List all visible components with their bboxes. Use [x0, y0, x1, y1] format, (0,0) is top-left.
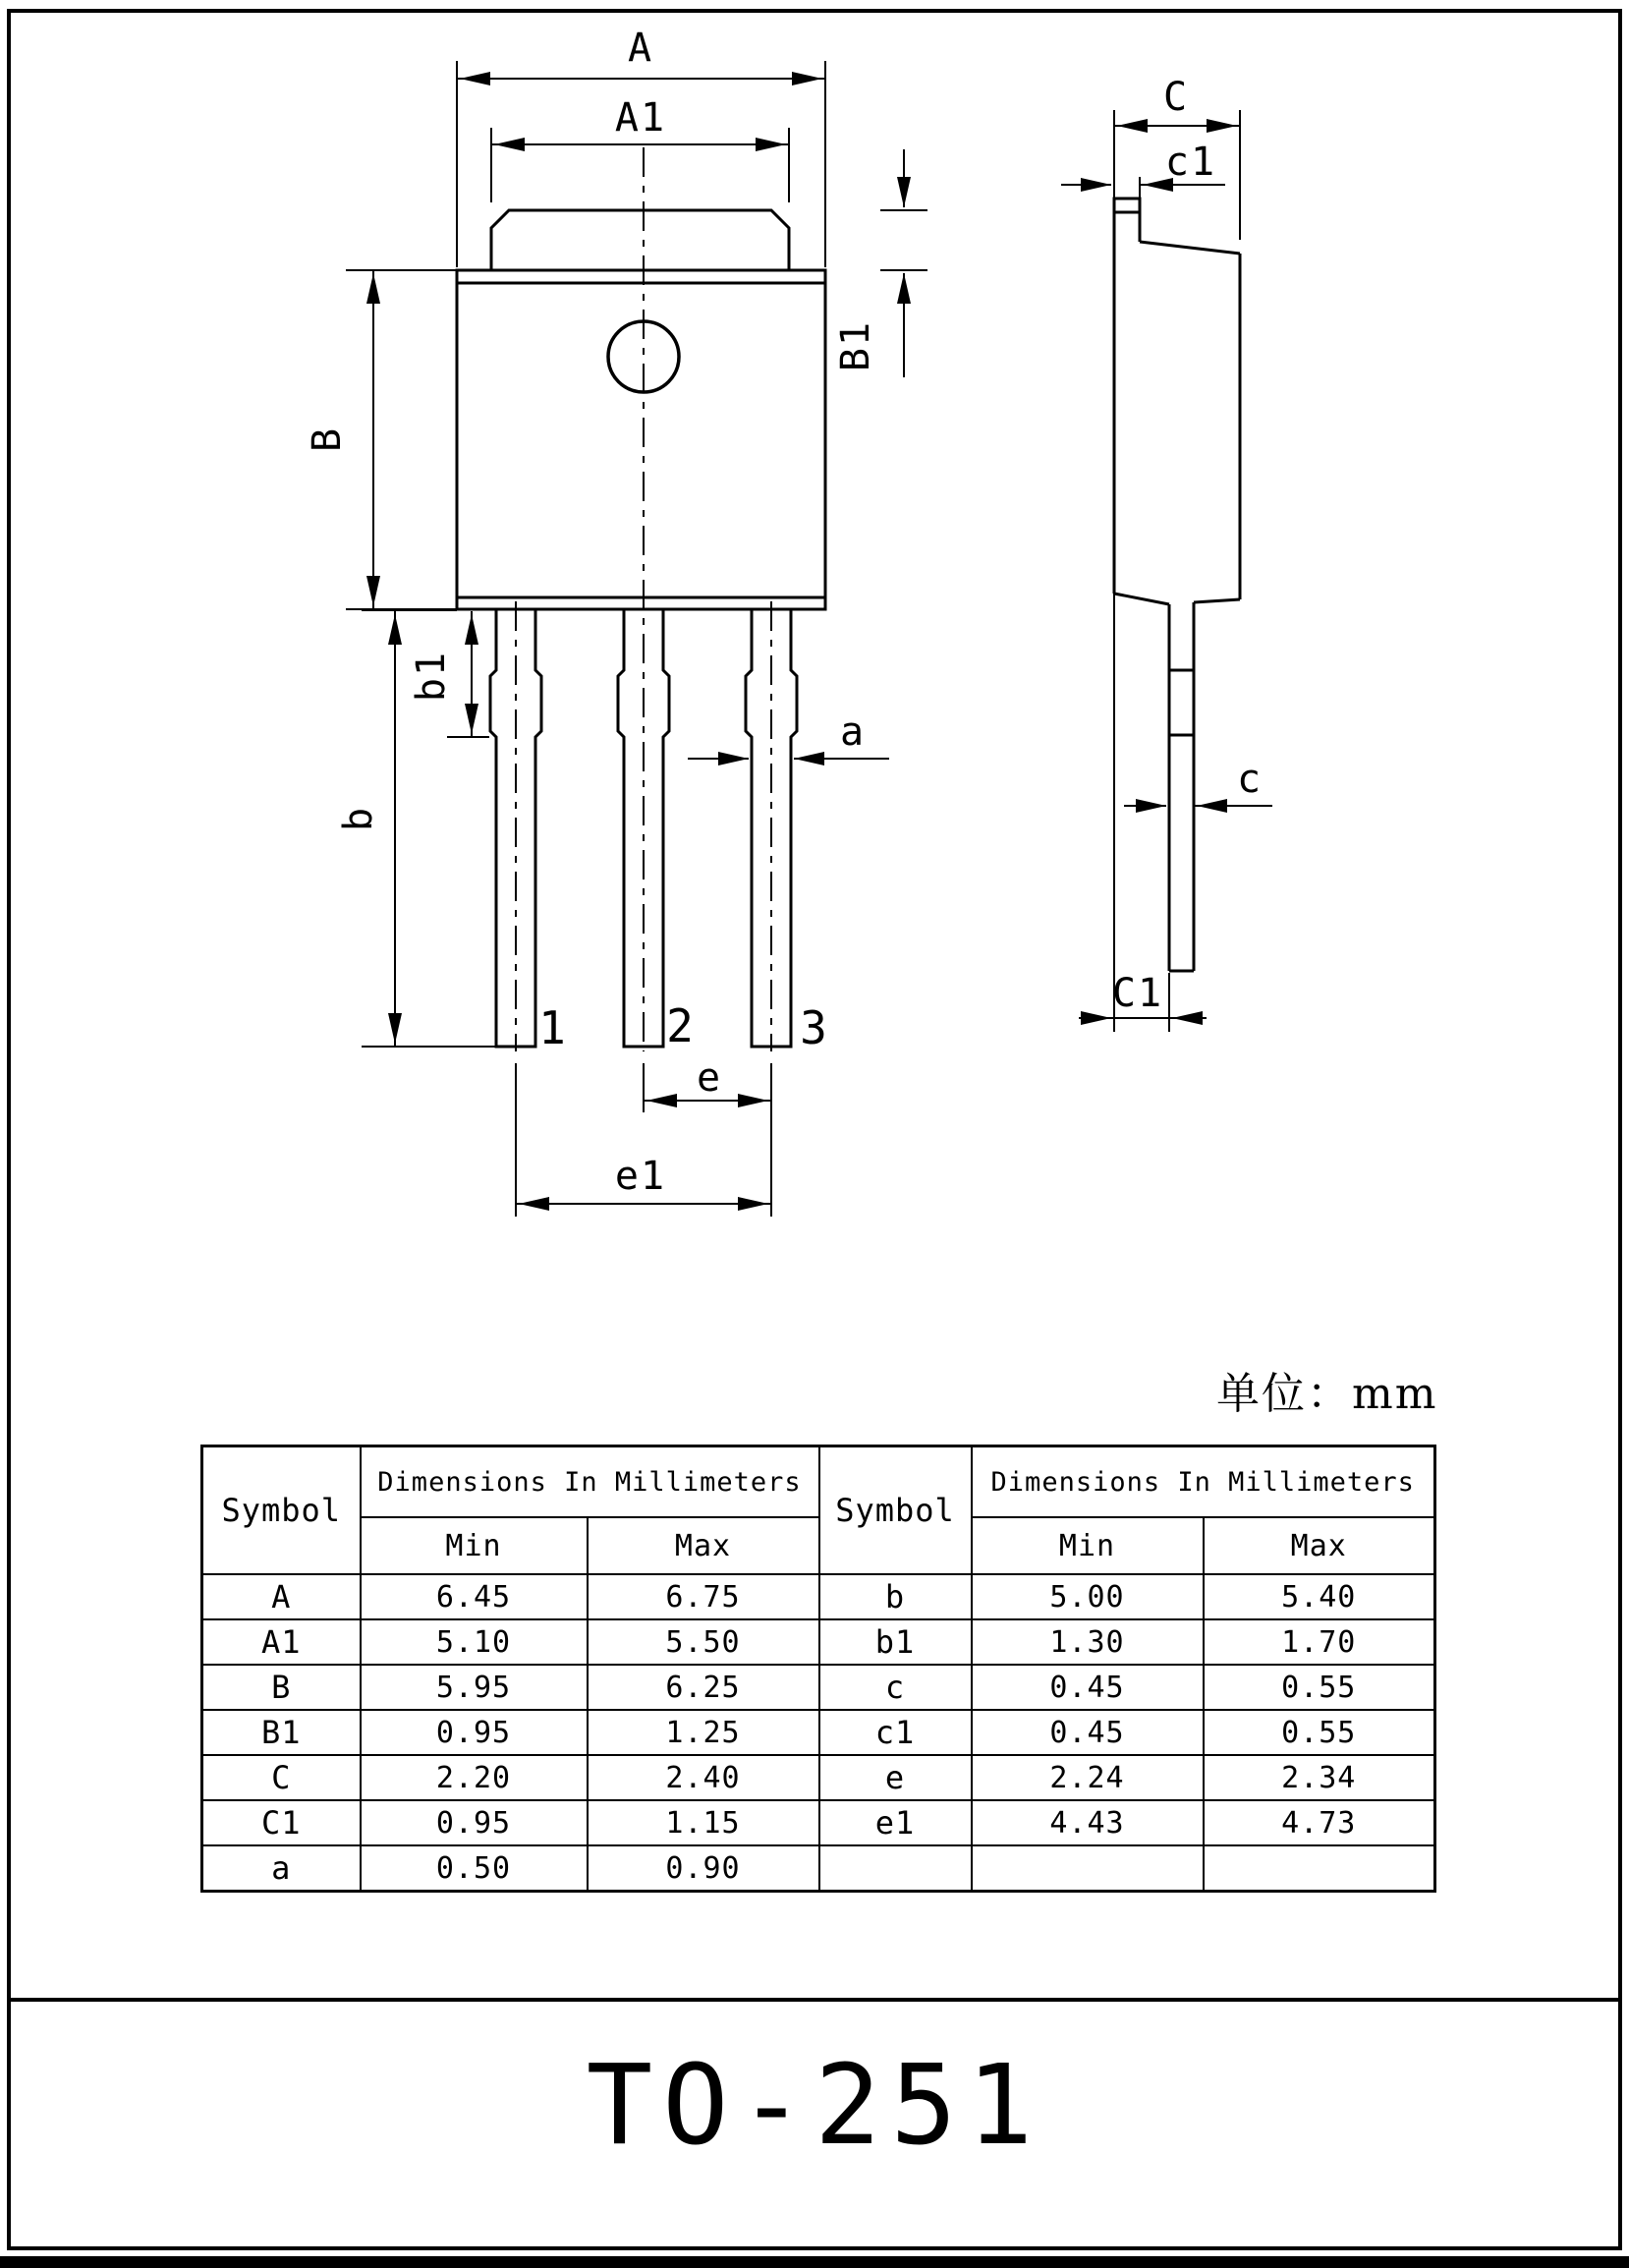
dim-label-b: b [336, 805, 381, 832]
cell-min: 2.20 [361, 1755, 588, 1800]
cell-symbol: b [819, 1574, 972, 1619]
cell-min: 6.45 [361, 1574, 588, 1619]
header-symbol-left: Symbol [202, 1446, 361, 1575]
table-row [202, 1574, 1435, 1619]
table-row [202, 1665, 1435, 1710]
cell-symbol: c1 [819, 1710, 972, 1755]
cell-min: 0.45 [972, 1710, 1204, 1755]
dim-A [457, 61, 825, 267]
cell-symbol: c [819, 1665, 972, 1710]
package-body-outline [457, 210, 825, 609]
cell-max: 5.50 [588, 1619, 819, 1665]
cell-max: 1.70 [1204, 1619, 1435, 1665]
cell-max: 6.25 [588, 1665, 819, 1710]
table-row [202, 1755, 1435, 1800]
dim-label-a: a [839, 709, 867, 755]
cell-max: 0.55 [1204, 1710, 1435, 1755]
unit-note: 单位：mm [1216, 1369, 1438, 1419]
cell-min: 0.95 [361, 1710, 588, 1755]
cell-min: 5.00 [972, 1574, 1204, 1619]
dim-label-b1: b1 [409, 650, 454, 703]
header-dims-right: Dimensions In Millimeters [972, 1446, 1435, 1518]
cell-symbol: B [202, 1665, 361, 1710]
dimensions-table [200, 1445, 1436, 1893]
page-border [0, 11, 1629, 2268]
cell-min [972, 1845, 1204, 1892]
table-header-row-2 [202, 1517, 1435, 1574]
dim-label-c1: c1 [1164, 140, 1217, 185]
cell-min: 0.50 [361, 1845, 588, 1892]
cell-max: 6.75 [588, 1574, 819, 1619]
cell-max [1204, 1845, 1435, 1892]
cell-symbol: C [202, 1755, 361, 1800]
cell-symbol: B1 [202, 1710, 361, 1755]
dim-label-e: e [696, 1055, 723, 1101]
dim-label-C1: C1 [1111, 971, 1164, 1016]
cell-max: 1.25 [588, 1710, 819, 1755]
header-max-right: Max [1204, 1517, 1435, 1574]
dim-label-c: c [1236, 757, 1264, 802]
cell-max: 4.73 [1204, 1800, 1435, 1845]
cell-min: 1.30 [972, 1619, 1204, 1665]
table-row [202, 1710, 1435, 1755]
cell-max: 0.55 [1204, 1665, 1435, 1710]
cell-min: 5.95 [361, 1665, 588, 1710]
pin2-label: 2 [666, 999, 694, 1052]
dim-label-A: A [627, 26, 654, 71]
dim-B [346, 270, 457, 609]
dim-C1 [1079, 594, 1207, 1032]
cell-min: 2.24 [972, 1755, 1204, 1800]
table-header-row-1 [202, 1446, 1435, 1518]
header-dims-left: Dimensions In Millimeters [361, 1446, 819, 1518]
dim-label-e1: e1 [614, 1154, 667, 1199]
table-row [202, 1800, 1435, 1845]
cell-max: 2.40 [588, 1755, 819, 1800]
cell-max: 2.34 [1204, 1755, 1435, 1800]
header-min-right: Min [972, 1517, 1204, 1574]
package-title: TO-251 [586, 2042, 1043, 2170]
cell-symbol: a [202, 1845, 361, 1892]
cell-min: 0.45 [972, 1665, 1204, 1710]
side-body-outline [1114, 198, 1240, 971]
table-row [202, 1845, 1435, 1892]
cell-symbol: b1 [819, 1619, 972, 1665]
table-row [202, 1619, 1435, 1665]
cell-min: 4.43 [972, 1800, 1204, 1845]
cell-min: 5.10 [361, 1619, 588, 1665]
pin3-label: 3 [800, 1001, 827, 1054]
cell-symbol: e [819, 1755, 972, 1800]
cell-symbol: e1 [819, 1800, 972, 1845]
cell-max: 0.90 [588, 1845, 819, 1892]
dim-label-C: C [1162, 75, 1190, 120]
cell-symbol: C1 [202, 1800, 361, 1845]
cell-symbol: A1 [202, 1619, 361, 1665]
front-view [305, 26, 927, 1217]
pin1-label: 1 [538, 1001, 566, 1054]
cell-max: 5.40 [1204, 1574, 1435, 1619]
dim-label-B: B [305, 425, 350, 453]
header-min-left: Min [361, 1517, 588, 1574]
header-symbol-right: Symbol [819, 1446, 972, 1575]
header-max-left: Max [588, 1517, 819, 1574]
cell-max: 1.15 [588, 1800, 819, 1845]
cell-symbol [819, 1845, 972, 1892]
dim-B1 [880, 149, 927, 377]
dim-label-A1: A1 [614, 95, 667, 141]
dim-label-B1: B1 [833, 319, 878, 372]
cell-symbol: A [202, 1574, 361, 1619]
side-view [1061, 75, 1272, 1032]
cell-min: 0.95 [361, 1800, 588, 1845]
